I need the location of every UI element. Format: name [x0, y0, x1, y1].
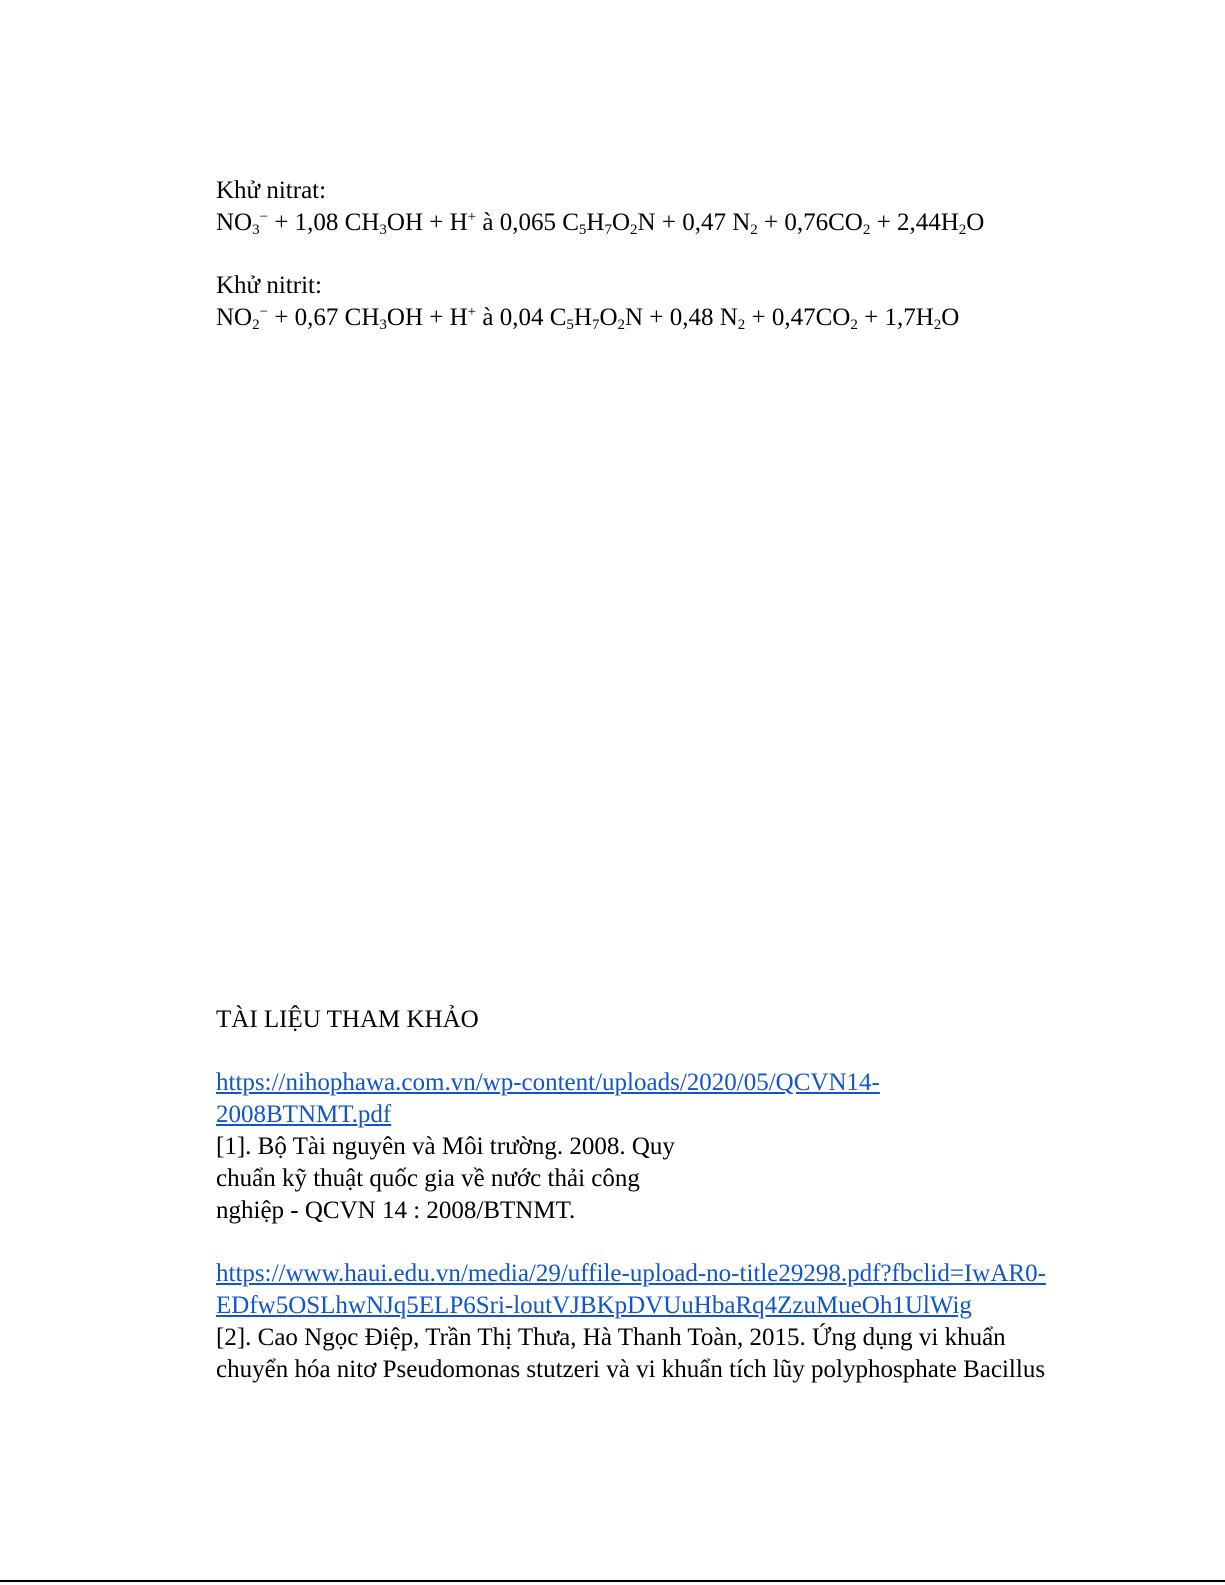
reference-2-text-line-1: [2]. Cao Ngọc Điệp, Trần Thị Thưa, Hà Thanh Toàn, 2015. Ứng dụng vi khuẩn — [216, 1324, 1006, 1351]
references-heading: TÀI LIỆU THAM KHẢO — [216, 1006, 479, 1033]
nitrate-section — [216, 175, 1096, 239]
nitrite-section — [216, 270, 1096, 334]
nitrate-equation: $NO_3^- + 1,08$ $CH_3OH + H^+$ à 0,065 $C_5H_7O_2N + 0,47$ $N_2 + 0,76CO_2 + 2,44H_2O$ — [216, 209, 985, 238]
references-section — [216, 1004, 1096, 1036]
page-bottom-border — [0, 1580, 1225, 1582]
nitrate-heading: Khử nitrat: — [216, 177, 327, 204]
reference-1-link-line-1[interactable]: https://nihophawa.com.vn/wp-content/uploads/2020/05/QCVN14- — [216, 1069, 880, 1096]
nitrite-equation: $NO_2^- + 0,67$ $CH_3OH + H^+$ à 0,04 $C_5H_7O_2N + 0,48$ $N_2 + 0,47CO_2 + 1,7H_2O$ — [216, 304, 960, 333]
nitrite-heading: Khử nitrit: — [216, 272, 322, 299]
reference-2-text-line-2: chuyển hóa nitơ Pseudomonas stutzeri và vi khuẩn tích lũy polyphosphate Bacillus — [216, 1356, 1046, 1383]
reference-2-link-line-1[interactable]: https://www.haui.edu.vn/media/29/uffile-upload-no-title29298.pdf?fbclid=IwAR0- — [216, 1260, 1046, 1287]
reference-1 — [216, 1067, 1096, 1227]
reference-1-text-line-2: chuẩn kỹ thuật quốc gia về nước thải công — [216, 1165, 640, 1192]
reference-1-text-line-1: [1]. Bộ Tài nguyên và Môi trường. 2008. Quy — [216, 1133, 675, 1160]
reference-1-text-line-3: nghiệp - QCVN 14 : 2008/BTNMT. — [216, 1197, 576, 1224]
reference-1-link-line-2[interactable]: 2008BTNMT.pdf — [216, 1101, 392, 1128]
reference-2-link-line-2[interactable]: EDfw5OSLhwNJq5ELP6Sri-loutVJBKpDVUuHbaRq4ZzuMueOh1UlWig — [216, 1292, 972, 1319]
reference-2 — [216, 1258, 1096, 1386]
